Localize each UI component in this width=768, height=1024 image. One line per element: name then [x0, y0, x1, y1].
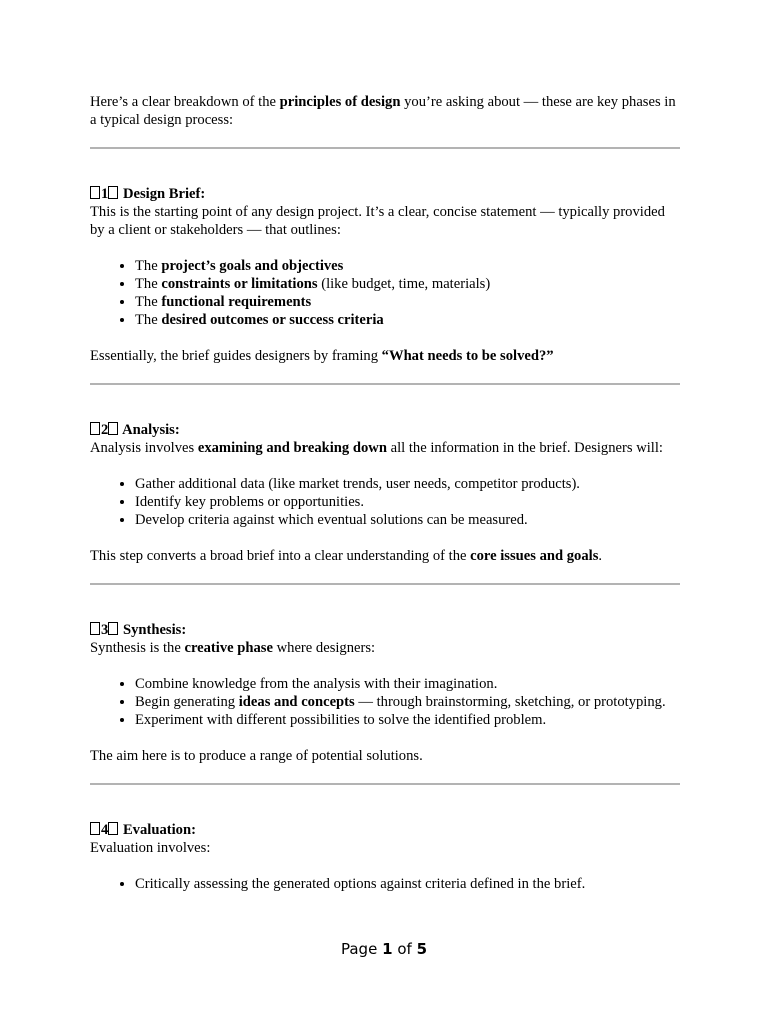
- placeholder-glyph-icon: [90, 622, 100, 635]
- section-title: Analysis:: [122, 422, 180, 438]
- list-item: • Critically assessing the generated options against criteria defined in the brief.: [135, 875, 680, 893]
- section-heading-analysis: [90, 421, 680, 439]
- section-description: This is the starting point of any design project. It’s a clear, concise statement — typically provided by a client or stakeholders — that outlines:: [90, 204, 665, 238]
- section-number: 4: [101, 822, 109, 838]
- divider: [90, 147, 680, 149]
- list-item: • Begin generating ideas and concepts — through brainstorming, sketching, or prototyping.: [135, 693, 680, 711]
- list-item: • Combine knowledge from the analysis with their imagination.: [135, 675, 680, 693]
- intro-text-end: you’re asking about — these are key phases in a typical design process:: [90, 94, 676, 128]
- bullet-list: [90, 675, 680, 729]
- list-item: • The functional requirements: [135, 293, 680, 311]
- page-footer: [0, 940, 768, 958]
- list-item: • The desired outcomes or success criteria: [135, 311, 680, 329]
- section-description: Analysis involves examining and breaking down all the information in the brief. Designers will:: [90, 440, 663, 456]
- divider: [90, 583, 680, 585]
- bullet-list: [90, 875, 680, 893]
- bullet-list: [90, 257, 680, 329]
- section-closing: This step converts a broad brief into a clear understanding of the core issues and goals.: [90, 548, 603, 564]
- list-item: • Gather additional data (like market trends, user needs, competitor products).: [135, 475, 680, 493]
- bullet-list: [90, 475, 680, 529]
- placeholder-glyph-icon: [108, 622, 118, 635]
- placeholder-glyph-icon: [90, 186, 100, 199]
- list-item: • Experiment with different possibilities to solve the identified problem.: [135, 711, 680, 729]
- section-number: 3: [101, 622, 109, 638]
- list-item: • The constraints or limitations (like budget, time, materials): [135, 275, 680, 293]
- list-item: • The project’s goals and objectives: [135, 257, 680, 275]
- divider: [90, 783, 680, 785]
- section-number: 1: [101, 186, 109, 202]
- section-heading-evaluation: [90, 821, 680, 839]
- current-page-number: 1: [382, 940, 393, 958]
- list-item: • Identify key problems or opportunities.: [135, 493, 680, 511]
- section-heading-design-brief: [90, 185, 680, 203]
- placeholder-glyph-icon: [108, 186, 118, 199]
- document-body: [90, 93, 680, 911]
- section-closing: Essentially, the brief guides designers by framing “What needs to be solved?”: [90, 348, 554, 364]
- intro-paragraph: [90, 93, 680, 129]
- placeholder-glyph-icon: [108, 422, 118, 435]
- placeholder-glyph-icon: [90, 822, 100, 835]
- intro-bold: principles of design: [279, 94, 401, 110]
- list-item: • Develop criteria against which eventual solutions can be measured.: [135, 511, 680, 529]
- section-description: Evaluation involves:: [90, 840, 211, 856]
- of-label: of: [397, 940, 412, 958]
- section-number: 2: [101, 422, 109, 438]
- intro-text: Here’s a clear breakdown of the: [90, 94, 280, 110]
- section-title: Synthesis:: [122, 622, 187, 638]
- section-description: Synthesis is the creative phase where designers:: [90, 640, 376, 656]
- section-closing: The aim here is to produce a range of potential solutions.: [90, 748, 423, 764]
- section-title: Evaluation:: [122, 822, 196, 838]
- divider: [90, 383, 680, 385]
- page-label: Page: [340, 940, 378, 958]
- placeholder-glyph-icon: [90, 422, 100, 435]
- total-pages-number: 5: [416, 940, 427, 958]
- placeholder-glyph-icon: [108, 822, 118, 835]
- section-heading-synthesis: [90, 621, 680, 639]
- section-title: Design Brief:: [122, 186, 206, 202]
